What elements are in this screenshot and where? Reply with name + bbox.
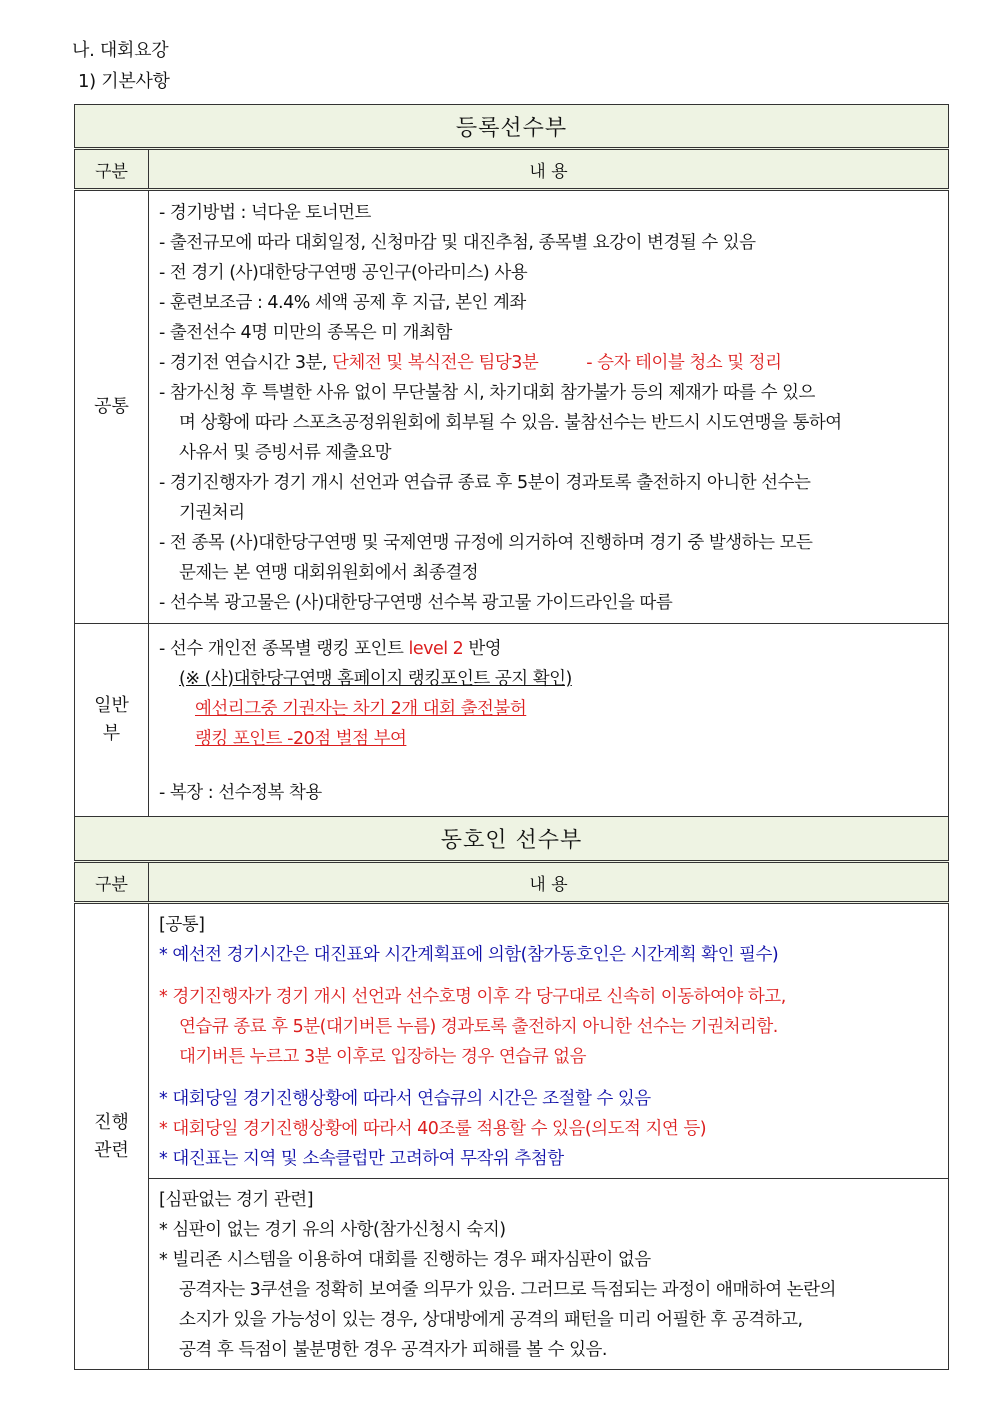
common-line: - 출전선수 4명 미만의 종목은 미 개최함 xyxy=(159,323,452,343)
common-content xyxy=(149,190,949,624)
progress-common-content xyxy=(149,903,949,1179)
ranking-line xyxy=(159,634,944,664)
general-label-top: 일반 xyxy=(94,695,129,716)
common-line: - 선수복 광고물은 (사)대한당구연맹 선수복 광고물 가이드라인을 따름 xyxy=(159,593,673,613)
no-referee-line: 소지가 있을 가능성이 있는 경우, 상대방에게 공격의 패턴을 미리 어필한 후 공격하고, xyxy=(179,1310,803,1330)
no-referee-content xyxy=(149,1179,949,1370)
rule-practice-adjust: * 대회당일 경기진행상황에 따라서 연습큐의 시간은 조절할 수 있음 xyxy=(159,1089,651,1109)
common-line: - 출전규모에 따라 대회일정, 신청마감 및 대진추첨, 종목별 요강이 변경될 수 있음 xyxy=(159,233,756,253)
guidelines-table xyxy=(74,104,949,1370)
common-line: - 경기진행자가 경기 개시 선언과 연습큐 종료 후 5분이 경과토록 출전하지 아니한 선수는 xyxy=(159,473,811,493)
registered-title: 등록선수부 xyxy=(75,105,949,149)
progress-label-bottom: 관련 xyxy=(94,1139,129,1161)
rule-late-entry: 대기버튼 누르고 3분 이후로 입장하는 경우 연습큐 없음 xyxy=(179,1047,586,1067)
section-heading: 나. 대회요강 xyxy=(72,40,169,61)
common-line: 기권처리 xyxy=(179,503,245,523)
ranking-prefix: - 선수 개인전 종목별 랭킹 포인트 xyxy=(159,639,409,659)
progress-label-top: 진행 xyxy=(94,1111,129,1133)
amateur-title: 동호인 선수부 xyxy=(75,817,949,862)
penalty-withdrawal: 예선리그중 기권자는 차기 2개 대회 출전불허 xyxy=(195,699,527,719)
registered-col-category: 구분 xyxy=(75,149,149,190)
rule-draw: * 대진표는 지역 및 소속클럽만 고려하여 무작위 추첨함 xyxy=(159,1149,564,1169)
ranking-level: level 2 xyxy=(408,639,464,659)
common-line: - 참가신청 후 특별한 사유 없이 무단불참 시, 차기대회 참가불가 등의 제재가 따를 수 있으 xyxy=(159,383,815,403)
practice-prefix: - 경기전 연습시간 3분, xyxy=(159,353,333,373)
common-line: - 전 종목 (사)대한당구연맹 및 국제연맹 규정에 의거하여 진행하며 경기 중 발생하는 모든 xyxy=(159,533,813,553)
common-line: - 전 경기 (사)대한당구연맹 공인구(아라미스) 사용 xyxy=(159,263,528,283)
general-label xyxy=(75,624,149,817)
no-referee-line: * 심판이 없는 경기 유의 사항(참가신청시 숙지) xyxy=(159,1220,506,1240)
common-label: 공통 xyxy=(75,190,149,624)
rule-move: * 경기진행자가 경기 개시 선언과 선수호명 이후 각 당구대로 신속히 이동하여야 하고, xyxy=(159,987,786,1007)
practice-team-note: 단체전 및 복식전은 팀당3분 xyxy=(332,353,539,373)
common-line: 사유서 및 증빙서류 제출요망 xyxy=(179,443,392,463)
registered-col-content: 내 용 xyxy=(149,149,949,190)
rule-forfeit: 연습큐 종료 후 5분(대기버튼 누름) 경과토록 출전하지 아니한 선수는 기권처리함. xyxy=(179,1017,778,1037)
general-content xyxy=(149,624,949,817)
common-line: - 경기방법 : 넉다운 토너먼트 xyxy=(159,203,371,223)
common-line: - 훈련보조금 : 4.4% 세액 공제 후 지급, 본인 계좌 xyxy=(159,293,526,313)
ranking-notice: (※ (사)대한당구연맹 홈페이지 랭킹포인트 공지 확인) xyxy=(179,669,572,689)
rule-schedule: * 예선전 경기시간은 대진표와 시간계획표에 의함(참가동호인은 시간계획 확인 필수) xyxy=(159,945,779,965)
rule-40-shot: * 대회당일 경기진행상황에 따라서 40조룰 적용할 수 있음(의도적 지연 등) xyxy=(159,1119,707,1139)
ranking-suffix: 반영 xyxy=(463,639,502,659)
subsection-heading: 1) 기본사항 xyxy=(78,71,170,92)
amateur-col-category: 구분 xyxy=(75,862,149,903)
practice-cleanup-note: - 승자 테이블 청소 및 정리 xyxy=(586,353,782,373)
no-referee-line: 공격 후 득점이 불분명한 경우 공격자가 피해를 볼 수 있음. xyxy=(179,1340,607,1360)
common-line: 며 상황에 따라 스포츠공정위원회에 회부될 수 있음. 불참선수는 반드시 시도연맹을 통하여 xyxy=(179,413,842,433)
penalty-points: 랭킹 포인트 -20점 벌점 부여 xyxy=(195,729,407,749)
no-referee-header: [심판없는 경기 관련] xyxy=(159,1190,314,1210)
no-referee-line: * 빌리존 시스템을 이용하여 대회를 진행하는 경우 패자심판이 없음 xyxy=(159,1250,651,1270)
progress-label xyxy=(75,903,149,1370)
no-referee-line: 공격자는 3쿠션을 정확히 보여줄 의무가 있음. 그러므로 득점되는 과정이 애매하여 논란의 xyxy=(179,1280,836,1300)
common-line: 문제는 본 연맹 대회위원회에서 최종결정 xyxy=(179,563,479,583)
common-header: [공통] xyxy=(159,915,205,935)
amateur-col-content: 내 용 xyxy=(149,862,949,903)
practice-line xyxy=(159,348,944,378)
general-label-bottom: 부 xyxy=(102,723,121,744)
dress-code: - 복장 : 선수정복 착용 xyxy=(159,783,322,803)
